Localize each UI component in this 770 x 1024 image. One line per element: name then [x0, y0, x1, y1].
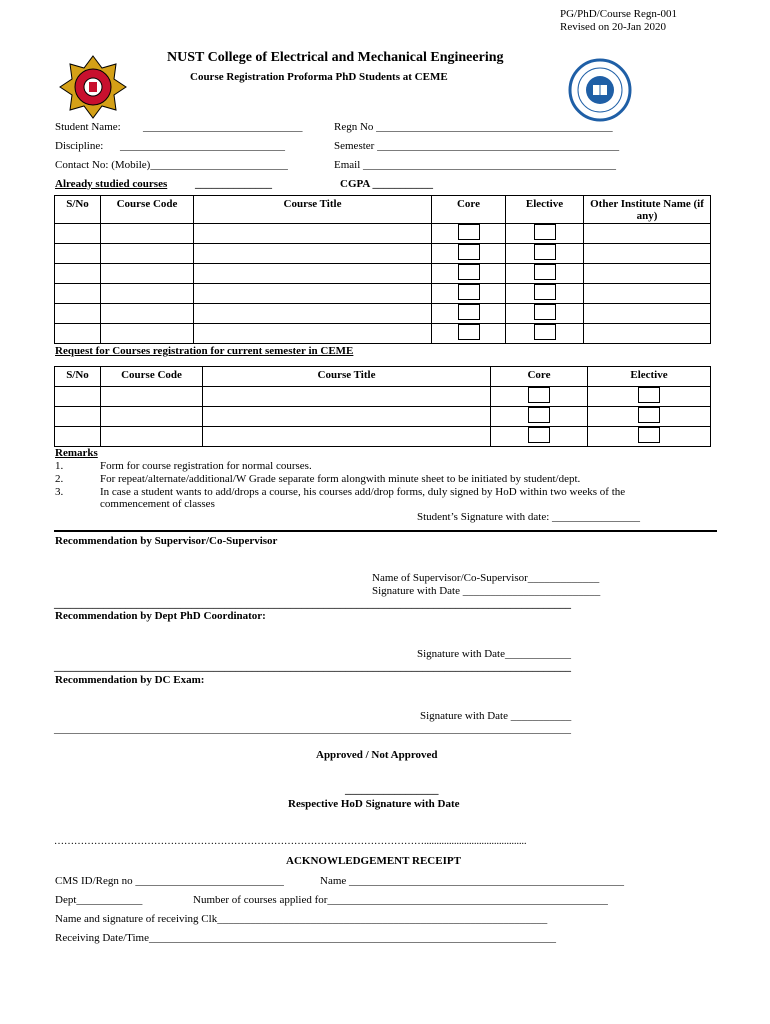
already-studied-label: Already studied courses: [55, 178, 168, 190]
supervisor-signature-field[interactable]: Signature with Date _________________________: [372, 585, 601, 597]
approval-status: Approved / Not Approved: [316, 749, 438, 761]
remark-text: In case a student wants to add/drops a course, his courses add/drop forms, duly signed by HoD within two weeks of the: [100, 486, 626, 498]
nust-seal-icon: [568, 58, 632, 122]
header-sno: S/No: [55, 367, 101, 387]
hod-signature-label: Respective HoD Signature with Date: [288, 798, 460, 810]
divider-line: ______________________________________________________________________________________________: [54, 598, 571, 610]
college-name: NUST College of Electrical and Mechanical Engineering: [167, 50, 504, 65]
nust-logo-seal: [562, 46, 626, 110]
table-row: [55, 224, 711, 244]
cms-id-field[interactable]: CMS ID/Regn no ___________________________: [55, 875, 284, 887]
semester-field[interactable]: Semester ____________________________________________: [334, 140, 620, 152]
form-code: PG/PhD/Course Regn-001: [560, 8, 678, 20]
contact-field[interactable]: Contact No: (Mobile)_________________________: [55, 159, 288, 171]
elective-checkbox[interactable]: [534, 324, 556, 340]
core-checkbox[interactable]: [528, 427, 550, 443]
coordinator-signature-field[interactable]: Signature with Date____________: [417, 648, 571, 660]
core-checkbox[interactable]: [528, 387, 550, 403]
table-row: [55, 387, 711, 407]
current-courses-table: [54, 366, 711, 447]
ceme-crest-icon: [58, 54, 128, 120]
student-name-field[interactable]: _____________________________: [143, 121, 303, 133]
cgpa-field[interactable]: CGPA ___________: [340, 178, 433, 190]
section-divider: [54, 530, 717, 532]
elective-checkbox[interactable]: [638, 407, 660, 423]
regn-no-field[interactable]: Regn No ___________________________________________: [334, 121, 613, 133]
divider-line: ______________________________________________________________________________________________: [54, 661, 571, 673]
student-name-label: Student Name:: [55, 121, 121, 133]
revision-date: Revised on 20-Jan 2020: [560, 21, 667, 33]
receipt-name-field[interactable]: Name __________________________________________________: [320, 875, 625, 887]
cut-line: ………………………………………………………………………………………………….........................................: [54, 836, 527, 847]
core-checkbox[interactable]: [458, 264, 480, 280]
header-course-title: Course Title: [194, 196, 432, 224]
table-row: [55, 304, 711, 324]
already-studied-field[interactable]: ______________: [195, 178, 272, 190]
header-sno: S/No: [55, 196, 101, 224]
receiving-date-field[interactable]: Receiving Date/Time__________________________________________________________________________: [55, 932, 556, 944]
coordinator-title: Recommendation by Dept PhD Coordinator:: [55, 610, 266, 622]
core-checkbox[interactable]: [458, 224, 480, 240]
header-core: Core: [432, 196, 506, 224]
header-course-title: Course Title: [203, 367, 491, 387]
ceme-logo-emblem: [52, 42, 122, 108]
elective-checkbox[interactable]: [534, 264, 556, 280]
core-checkbox[interactable]: [458, 244, 480, 260]
student-signature-field[interactable]: Student’s Signature with date: ________________: [417, 511, 641, 523]
studied-courses-table: [54, 195, 711, 344]
elective-checkbox[interactable]: [534, 244, 556, 260]
supervisor-name-field[interactable]: Name of Supervisor/Co-Supervisor_____________: [372, 572, 600, 584]
remark-number: 1.: [55, 460, 64, 472]
remark-number: 2.: [55, 473, 64, 485]
table-row: [55, 324, 711, 344]
table-row: [55, 407, 711, 427]
hod-signature-line[interactable]: _________________: [345, 784, 439, 796]
table-row: [55, 427, 711, 447]
remark-number: 3.: [55, 486, 64, 498]
core-checkbox[interactable]: [528, 407, 550, 423]
core-checkbox[interactable]: [458, 284, 480, 300]
elective-checkbox[interactable]: [638, 427, 660, 443]
courses-applied-field[interactable]: Number of courses applied for___________________________________________________: [193, 894, 608, 906]
discipline-field[interactable]: ______________________________: [120, 140, 285, 152]
elective-checkbox[interactable]: [534, 304, 556, 320]
elective-checkbox[interactable]: [534, 284, 556, 300]
remark-text: Form for course registration for normal courses.: [100, 460, 312, 472]
current-semester-title: Request for Courses registration for current semester in CEME: [55, 345, 354, 357]
remark-text: For repeat/alternate/additional/W Grade separate form alongwith minute sheet to be initiated by student/dept.: [100, 473, 581, 485]
form-title: Course Registration Proforma PhD Students at CEME: [190, 71, 448, 83]
header-elective: Elective: [506, 196, 584, 224]
supervisor-title: Recommendation by Supervisor/Co-Supervisor: [55, 535, 278, 547]
header-elective: Elective: [588, 367, 711, 387]
elective-checkbox[interactable]: [534, 224, 556, 240]
header-course-code: Course Code: [101, 196, 194, 224]
remarks-title: Remarks: [55, 447, 98, 459]
elective-checkbox[interactable]: [638, 387, 660, 403]
header-core: Core: [491, 367, 588, 387]
email-field[interactable]: Email ______________________________________________: [334, 159, 617, 171]
table-row: [55, 284, 711, 304]
table-row: [55, 244, 711, 264]
core-checkbox[interactable]: [458, 324, 480, 340]
remark-continuation: commencement of classes: [100, 498, 215, 510]
dc-exam-signature-field[interactable]: Signature with Date ___________: [420, 710, 572, 722]
dc-exam-title: Recommendation by DC Exam:: [55, 674, 205, 686]
header-other-institute: Other Institute Name (if any): [584, 196, 711, 224]
receiving-clerk-field[interactable]: Name and signature of receiving Clk____________________________________________________________: [55, 913, 548, 925]
table-row: [55, 264, 711, 284]
header-course-code: Course Code: [101, 367, 203, 387]
discipline-label: Discipline:: [55, 140, 104, 152]
receipt-dept-field[interactable]: Dept____________: [55, 894, 143, 906]
core-checkbox[interactable]: [458, 304, 480, 320]
divider-line: ______________________________________________________________________________________________: [54, 723, 571, 735]
receipt-title: ACKNOWLEDGEMENT RECEIPT: [286, 855, 461, 867]
